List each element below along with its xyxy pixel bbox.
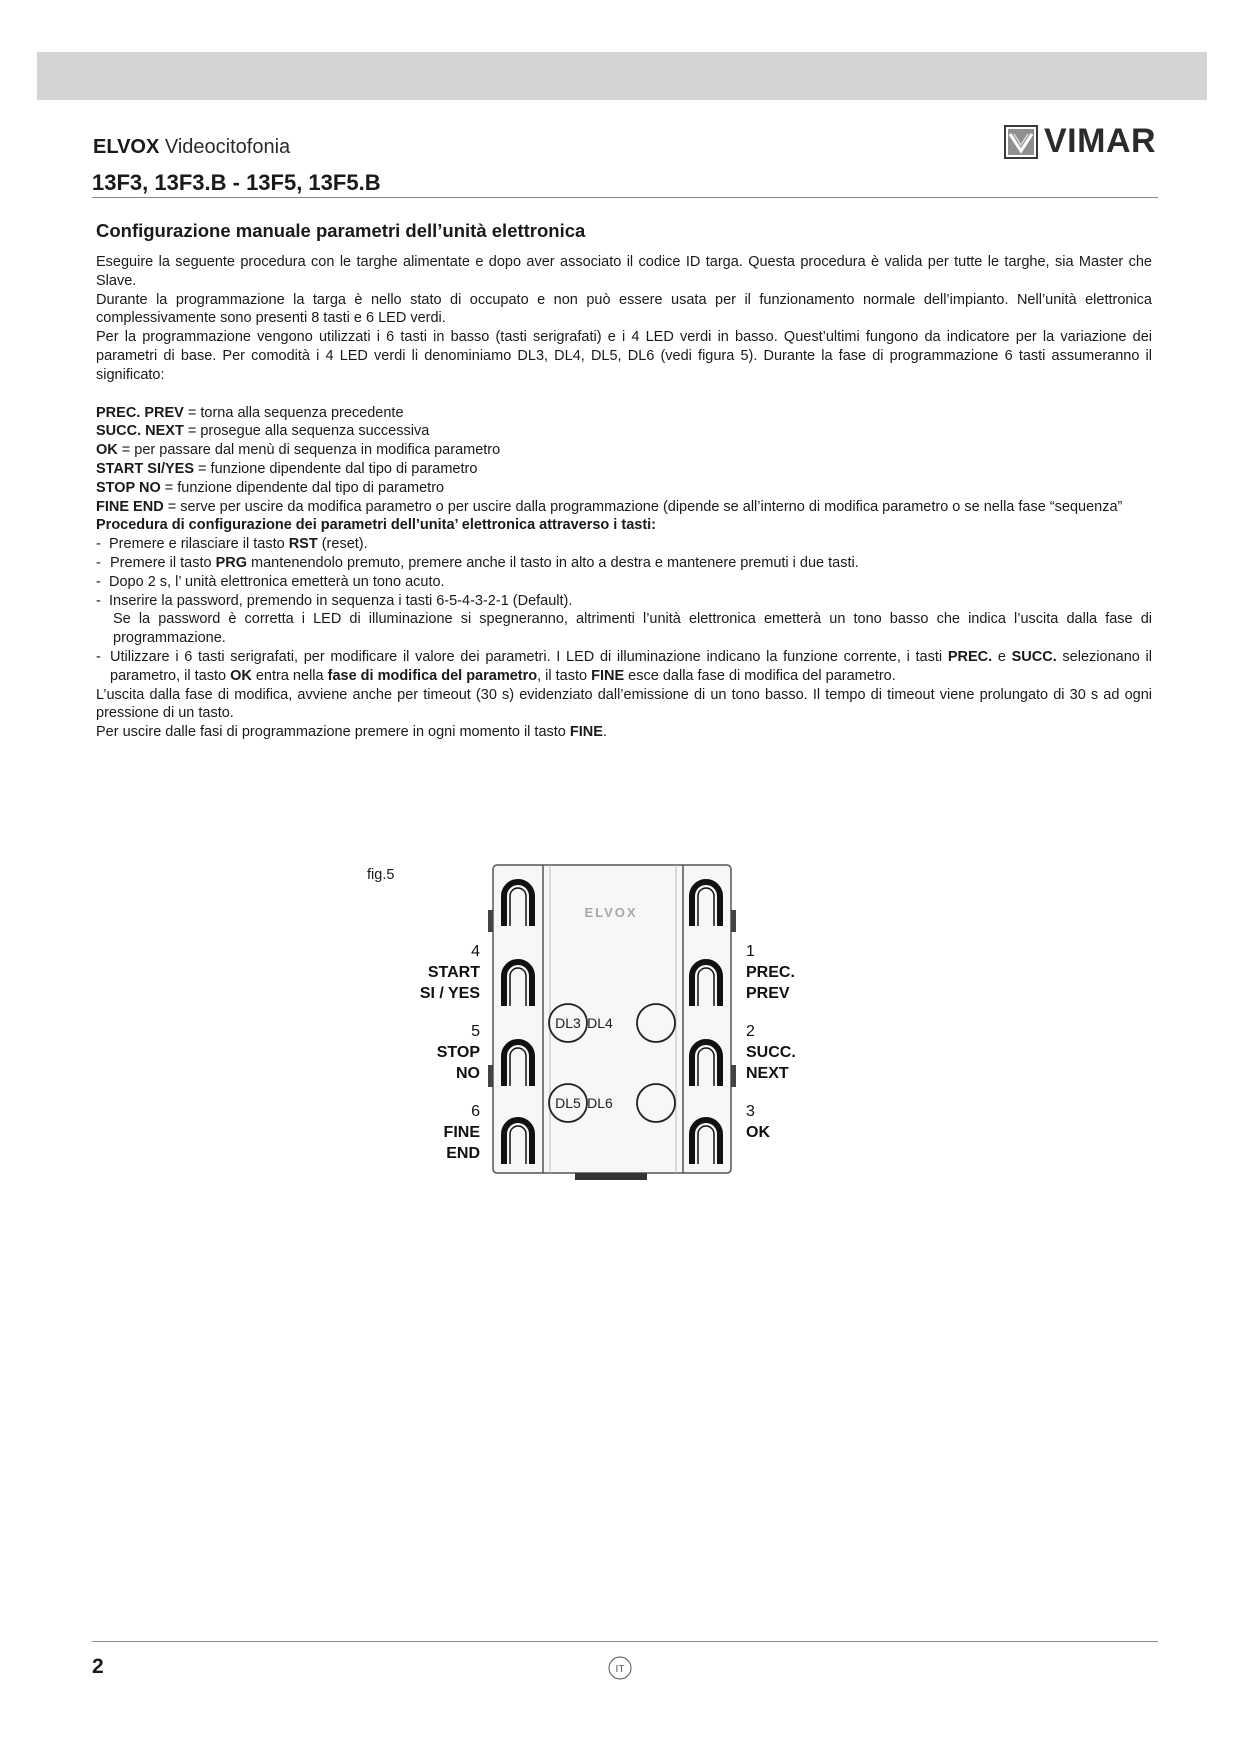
key-label: START SI/YES xyxy=(96,460,195,477)
main-content xyxy=(96,253,1152,742)
key-label: PREC. PREV xyxy=(96,404,184,421)
device-clip xyxy=(731,910,736,932)
footer-divider xyxy=(92,1641,1158,1642)
key-label-start: START xyxy=(427,964,480,981)
device-clip xyxy=(731,1065,736,1087)
intro-paragraph: Durante la programmazione la targa è nello stato di occupato e non può essere usata per il funzionamento normale dell’impianto. Nell’unità elettronica complessivamente sono presenti 8 tasti e 6 LED verdi. xyxy=(96,291,1152,327)
model-title: 13F3, 13F3.B - 13F5, 13F5.B xyxy=(92,170,381,195)
figure-5 xyxy=(360,860,840,1200)
led-label-dl3: DL3 xyxy=(555,1015,581,1031)
key-label-prec: PREC. xyxy=(746,964,795,981)
key-label: SUCC. NEXT xyxy=(96,423,184,440)
key-definition xyxy=(96,422,1152,441)
led-label-dl5: DL5 xyxy=(555,1095,581,1111)
svg-text:IT: IT xyxy=(615,1664,625,1675)
exit-paragraph: Per uscire dalle fasi di programmazione premere in ogni momento il tasto FINE. xyxy=(96,724,607,741)
key-desc: = funzione dipendente dal tipo di parametro xyxy=(160,479,445,496)
key-number-6: 6 xyxy=(471,1103,480,1120)
header-divider xyxy=(92,197,1158,198)
vimar-logo xyxy=(1004,122,1156,161)
procedure-step: - Premere e rilasciare il tasto RST (reset). xyxy=(96,536,368,553)
key-definition xyxy=(96,441,1152,460)
key-desc: = serve per uscire da modifica parametro o per uscire dalla programmazione (dipende se all’interno di modifica parametro o se nella fase “sequenza” xyxy=(163,498,1123,515)
procedure-title: Procedura di configurazione dei parametri dell’unita’ elettronica attraverso i tasti: xyxy=(96,517,657,534)
intro-paragraph: Per la programmazione vengono utilizzati i 6 tasti in basso (tasti serigrafati) e i 4 LED verdi in basso. Quest’ultimi fungono da indicatore per la variazione dei parametri di base. Per comodità i 4 LED verdi li denominiamo DL3, DL4, DL5, DL6 (vedi figura 5). Durante la fase di programmazione 6 tasti assumeranno il significato: xyxy=(96,329,1152,383)
key-number-4: 4 xyxy=(471,943,480,960)
language-badge-icon xyxy=(608,1656,632,1680)
device-logo: ELVOX xyxy=(584,905,638,920)
key-label-si-yes: SI / YES xyxy=(419,985,480,1002)
brand-elvox: ELVOX xyxy=(93,136,160,158)
led-label-dl6: DL6 xyxy=(587,1095,613,1111)
led-label-dl4: DL4 xyxy=(587,1015,613,1031)
key-label-succ: SUCC. xyxy=(746,1044,796,1061)
figure-label: fig.5 xyxy=(367,867,395,883)
keypad-diagram xyxy=(360,860,840,1200)
key-definition xyxy=(96,479,1152,498)
brand-header xyxy=(93,136,290,159)
key-label: OK xyxy=(96,442,118,459)
key-number-2: 2 xyxy=(746,1023,755,1040)
top-gray-band xyxy=(37,52,1207,100)
key-label-ok: OK xyxy=(746,1124,770,1141)
key-definition xyxy=(96,460,1152,479)
key-label: FINE END xyxy=(96,498,164,515)
key-desc: = torna alla sequenza precedente xyxy=(183,404,404,421)
procedure-step-continuation: Se la password è corretta i LED di illuminazione si spegneranno, altrimenti l’unità elettronica emetterà un tono basso che indica l’uscita dalla fase di programmazione. xyxy=(113,611,1152,647)
brand-subtitle: Videocitofonia xyxy=(159,136,291,158)
key-desc: = funzione dipendente dal tipo di parametro xyxy=(194,460,478,477)
procedure-step: - Dopo 2 s, l’ unità elettronica emetterà un tono acuto. xyxy=(96,573,445,590)
device-clip xyxy=(488,910,493,932)
page-number: 2 xyxy=(92,1655,104,1678)
key-label-prev: PREV xyxy=(746,985,790,1002)
key-number-1: 1 xyxy=(746,943,755,960)
vimar-logo-text: VIMAR xyxy=(1044,122,1157,160)
procedure-step: - Inserire la password, premendo in sequenza i tasti 6-5-4-3-2-1 (Default). xyxy=(96,592,573,609)
key-label: STOP NO xyxy=(96,479,161,496)
procedure-step: - Utilizzare i 6 tasti serigrafati, per modificare il valore dei parametri. I LED di illuminazione indicano la funzione corrente, i tasti PREC. e SUCC. selezionano il parametro, il tasto OK entra nella fase di modifica del parametro, il tasto FINE esce dalla fase di modifica del parametro. xyxy=(96,648,1152,684)
key-definition xyxy=(96,498,1152,517)
device-connector xyxy=(575,1173,647,1180)
key-number-5: 5 xyxy=(471,1023,480,1040)
key-label-end: END xyxy=(446,1145,480,1162)
key-number-3: 3 xyxy=(746,1103,755,1120)
key-label-no: NO xyxy=(456,1065,480,1082)
key-desc: = per passare dal menù di sequenza in modifica parametro xyxy=(117,442,501,459)
key-definition xyxy=(96,404,1152,423)
key-desc: = prosegue alla sequenza successiva xyxy=(183,423,430,440)
vimar-logo-icon xyxy=(1004,125,1038,159)
section-title: Configurazione manuale parametri dell’unità elettronica xyxy=(96,220,586,241)
key-label-next: NEXT xyxy=(746,1065,789,1082)
timeout-paragraph: L’uscita dalla fase di modifica, avviene anche per timeout (30 s) evidenziato dall’emissione di un tono basso. Il tempo di timeout viene prolungato di 30 s ad ogni pressione di un tasto. xyxy=(96,686,1152,722)
key-label-stop: STOP xyxy=(436,1044,480,1061)
intro-paragraph: Eseguire la seguente procedura con le targhe alimentate e dopo aver associato il codice ID targa. Questa procedura è valida per tutte le targhe, sia Master che Slave. xyxy=(96,254,1152,289)
device-clip xyxy=(488,1065,493,1087)
key-label-fine: FINE xyxy=(443,1124,480,1141)
procedure-step: - Premere il tasto PRG mantenendolo premuto, premere anche il tasto in alto a destra e mantenere premuti i due tasti. xyxy=(96,554,859,571)
